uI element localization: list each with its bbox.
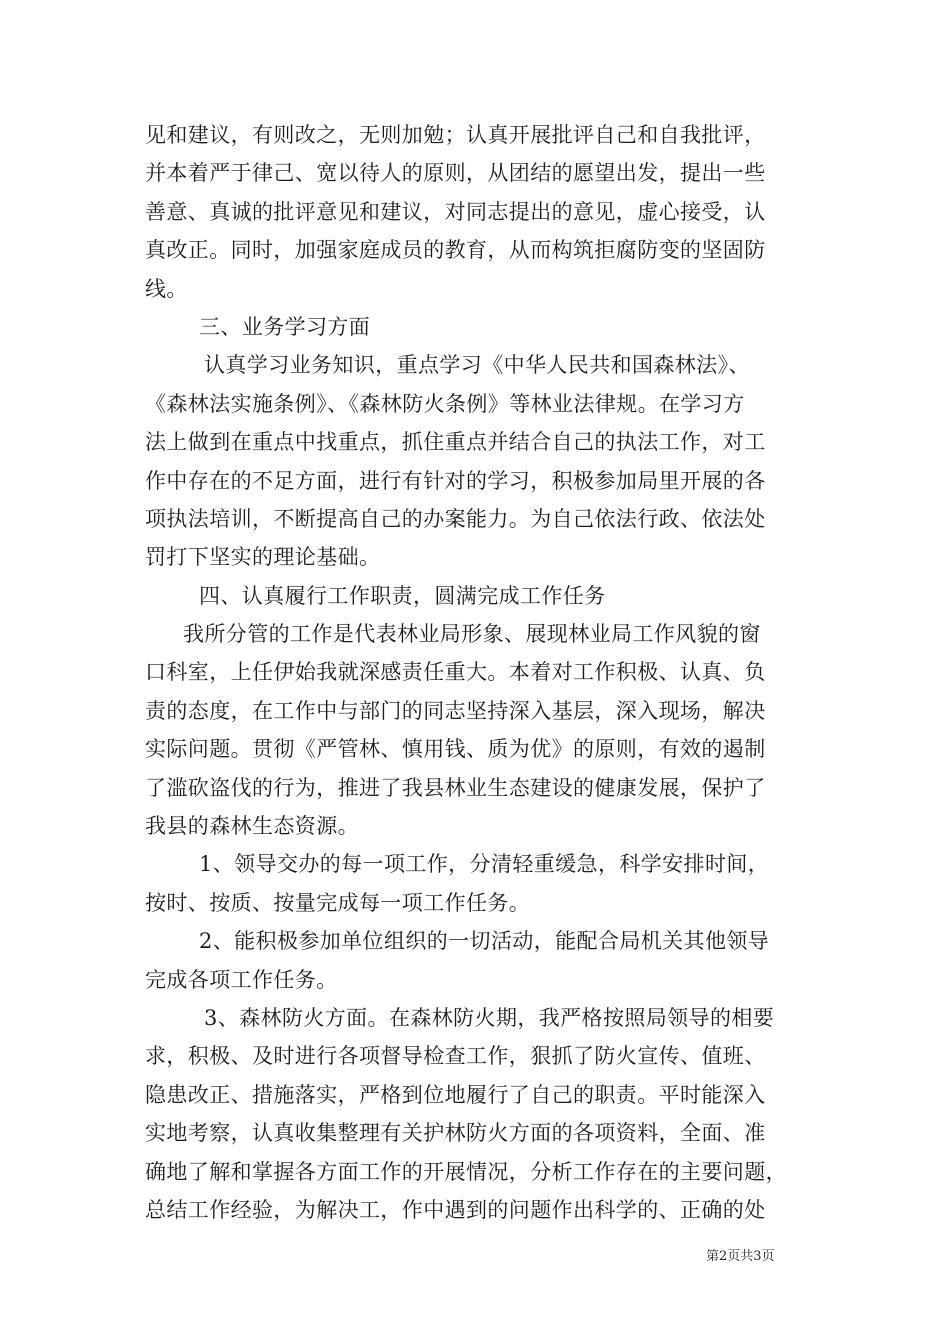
text-line: 实地考察，认真收集整理有关护林防火方面的各项资料，全面、准	[145, 1121, 766, 1146]
text-line: 善意、真诚的批评意见和建议，对同志提出的意见，虚心接受，认	[145, 199, 766, 224]
list-item: 1、领导交办的每一项工作，分清轻重缓急，科学安排时间，	[199, 852, 770, 877]
text-line: 了滥砍盗伐的行为，推进了我县林业生态建设的健康发展，保护了	[145, 775, 766, 800]
text-line: 总结工作经验，为解决工，作中遇到的问题作出科学的、正确的处	[145, 1197, 766, 1222]
text-line: 完成各项工作任务。	[145, 967, 338, 992]
section-heading: 四、认真履行工作职责，圆满完成工作任务	[199, 583, 606, 608]
text-line: 真改正。同时，加强家庭成员的教育，从而构筑拒腐防变的坚固防	[145, 238, 766, 263]
text-line: 求，积极、及时进行各项督导检查工作，狠抓了防火宣传、值班、	[145, 1044, 766, 1069]
text-line: 见和建议，有则改之，无则加勉；认真开展批评自己和自我批评，	[145, 123, 766, 147]
list-item: 2、能积极参加单位组织的一切活动，能配合局机关其他领导	[199, 929, 770, 954]
text-line: 法上做到在重点中找重点，抓住重点并结合自己的执法工作，对工	[145, 430, 766, 455]
text-line: 罚打下坚实的理论基础。	[145, 545, 381, 570]
text-line: 并本着严于律己、宽以待人的原则，从团结的愿望出发，提出一些	[145, 161, 766, 186]
text-line: 按时、按质、按量完成每一项工作任务。	[145, 890, 531, 915]
text-line: 确地了解和掌握各方面工作的开展情况，分析工作存在的主要问题，	[145, 1159, 787, 1184]
text-line: 作中存在的不足方面，进行有针对的学习，积极参加局里开展的各	[145, 468, 766, 493]
text-line: 口科室，上任伊始我就深感责任重大。本着对工作积极、认真、负	[145, 660, 766, 685]
list-item: 3、森林防火方面。在森林防火期，我严格按照局领导的相要	[204, 1005, 775, 1030]
text-line: 隐患改正、措施落实，严格到位地履行了自己的职责。平时能深入	[145, 1082, 766, 1107]
text-line: 责的态度，在工作中与部门的同志坚持深入基层，深入现场，解决	[145, 698, 766, 723]
text-line: 项执法培训，不断提高自己的办案能力。为自己依法行政、依法处	[145, 506, 766, 531]
text-line: 《森林法实施条例》、《森林防火条例》等林业法律规。在学习方	[145, 391, 745, 416]
text-line: 实际问题。贯彻《严管林、慎用钱、质为优》的原则，有效的遏制	[145, 737, 766, 762]
text-line: 我所分管的工作是代表林业局形象、展现林业局工作风貌的窗	[183, 622, 761, 647]
section-heading: 三、业务学习方面	[199, 314, 371, 339]
text-line: 线。	[145, 276, 188, 301]
text-line: 认真学习业务知识，重点学习《中华人民共和国森林法》、	[204, 353, 750, 378]
page-number: 第2页共3页	[706, 1249, 775, 1264]
document-body	[145, 116, 815, 1229]
text-line: 我县的森林生态资源。	[145, 814, 359, 839]
